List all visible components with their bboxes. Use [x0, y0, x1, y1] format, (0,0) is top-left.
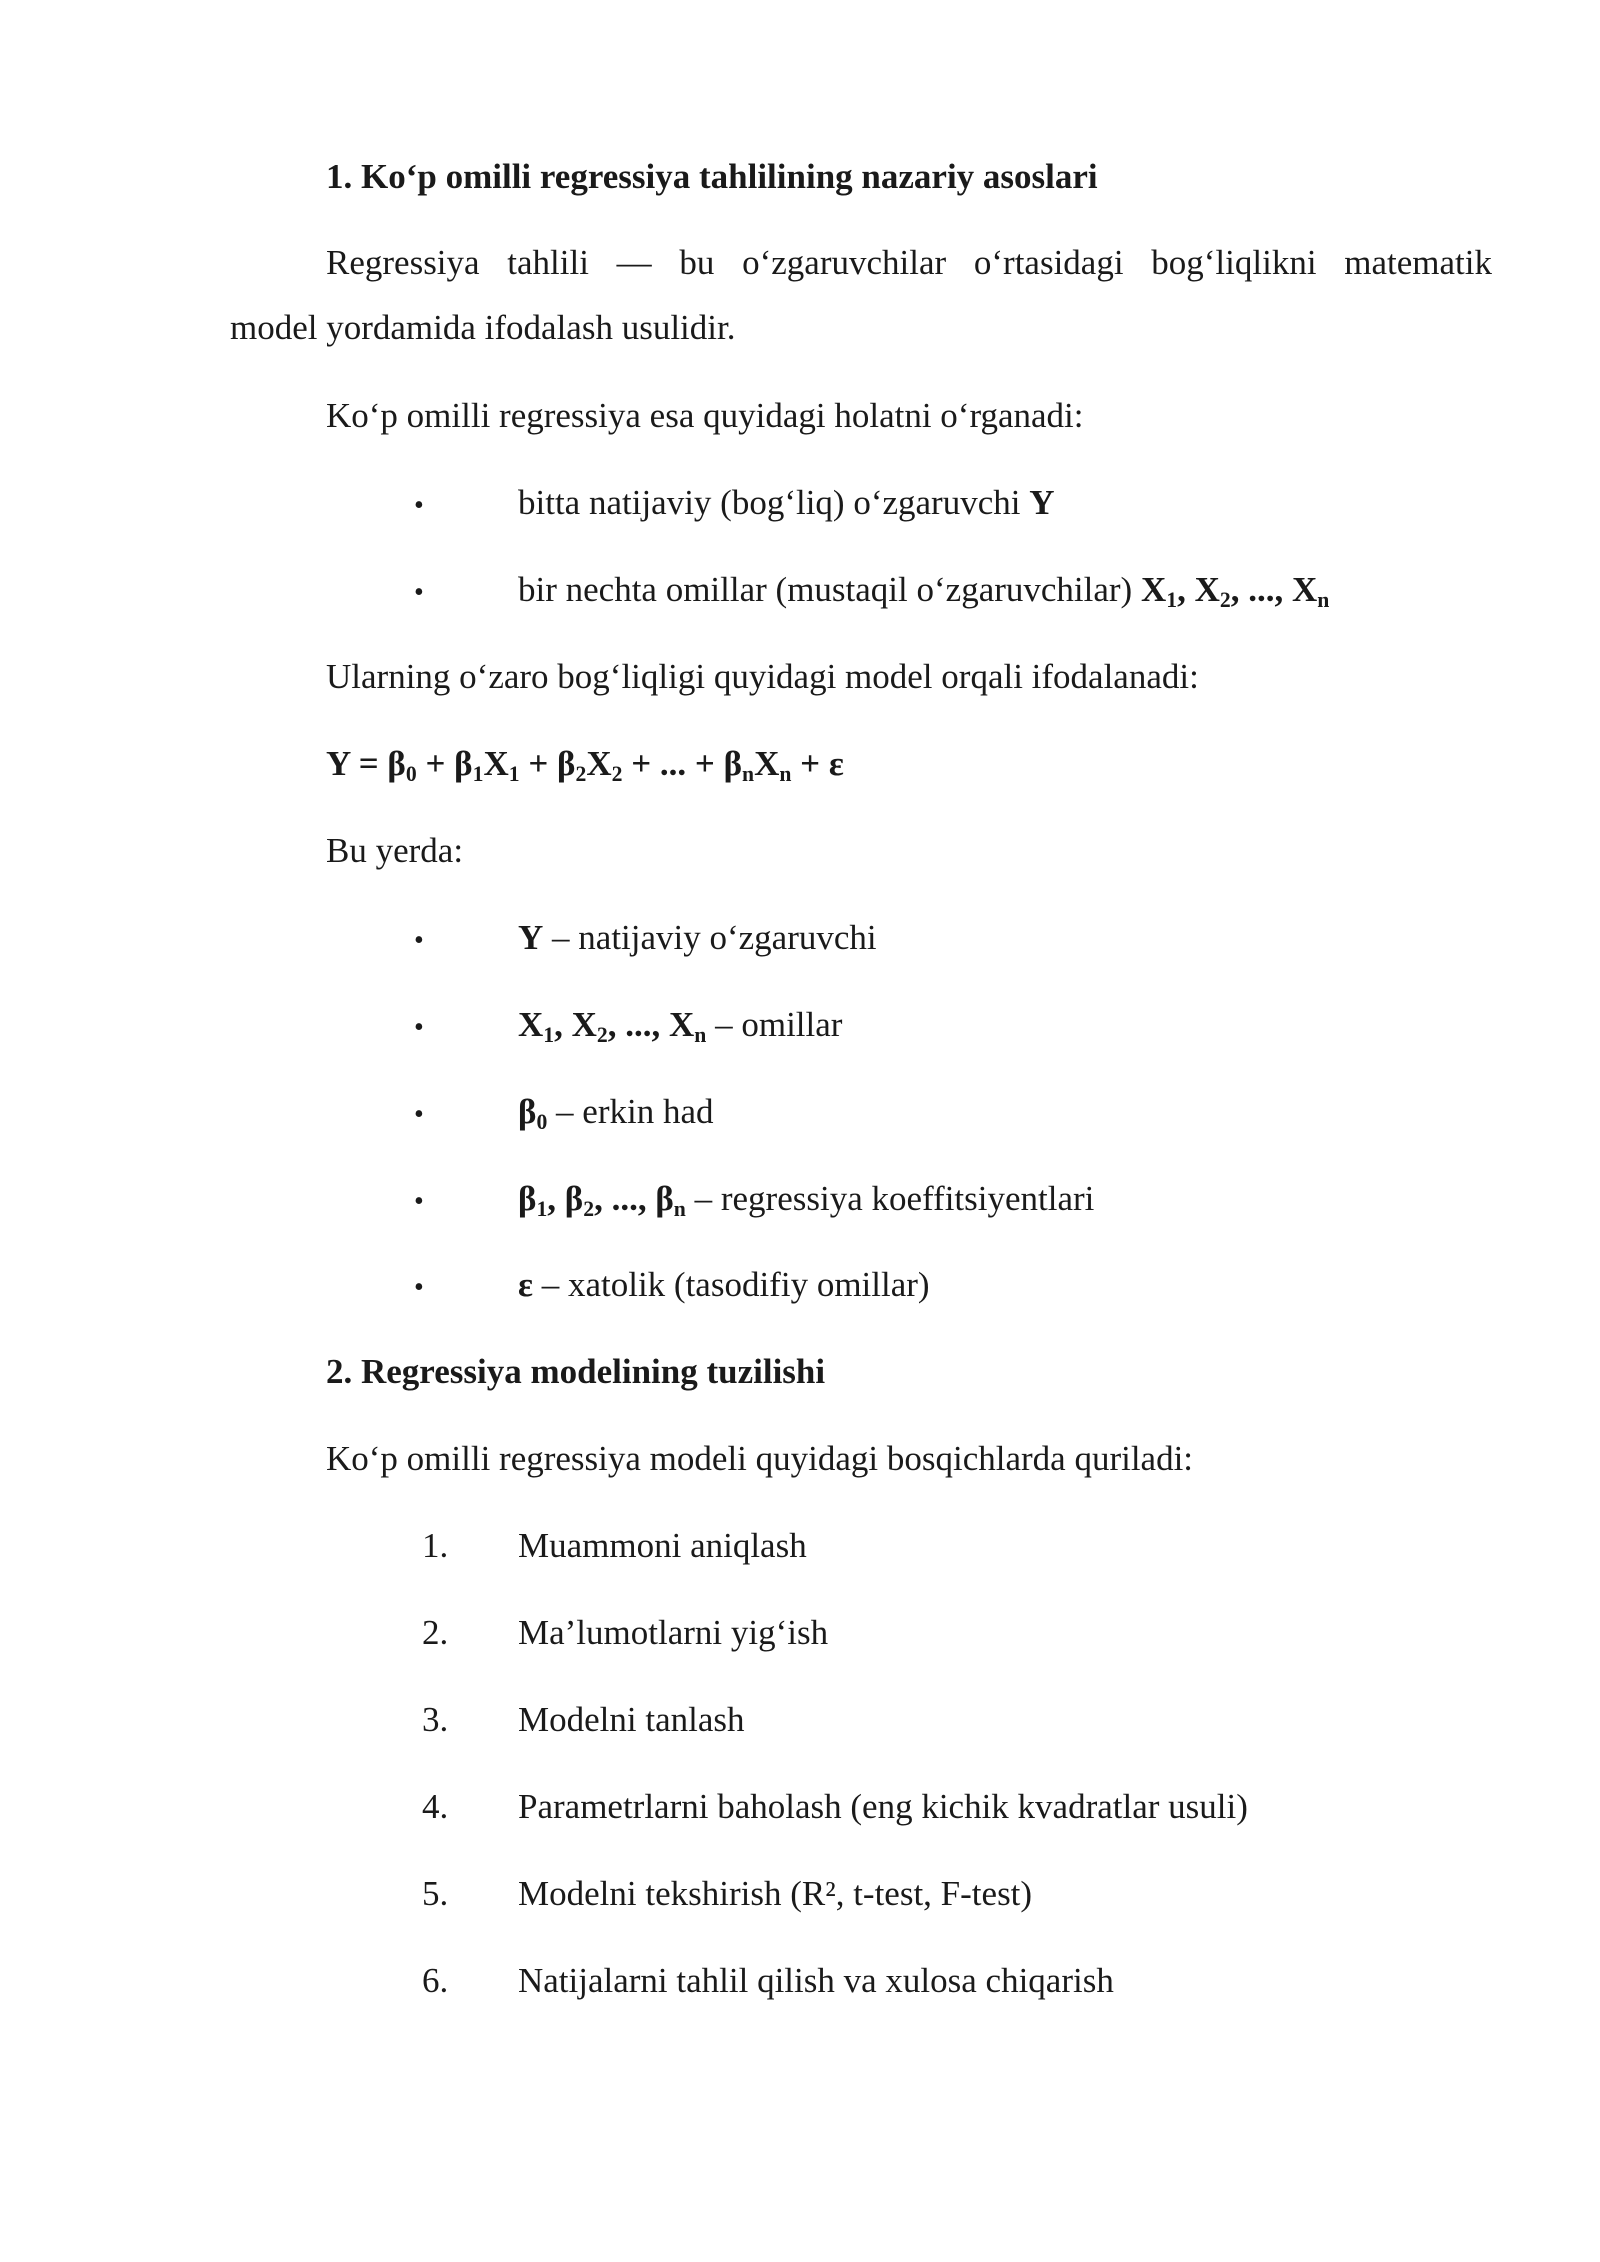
step-number: 1. [422, 1526, 449, 1565]
symbol-x-list: $X_1$, $X_2$, ..., $X_n$ [1140, 570, 1330, 613]
definition-text: – omillar [715, 1005, 843, 1044]
definition-text: – xatolik (tasodifiy omillar) [541, 1265, 930, 1304]
bullet-marker: • [414, 1012, 424, 1043]
bullet-text: bir nechta omillar (mustaqil o‘zgaruvchilar) [518, 570, 1141, 609]
definition-text: – erkin had [556, 1092, 714, 1131]
section-2-intro: Ko‘p omilli regressiya modeli quyidagi bosqichlarda quriladi: [326, 1439, 1194, 1478]
bullet-marker: • [414, 1099, 424, 1130]
bullet-marker: • [414, 577, 424, 608]
where-label: Bu yerda: [326, 831, 464, 870]
bullet-marker: • [414, 925, 424, 956]
bullet-item-dependent-variable [518, 481, 1055, 525]
intro-paragraph: Ko‘p omilli regressiya esa quyidagi holatni o‘rganadi: [326, 396, 1084, 435]
step-number: 5. [422, 1874, 449, 1913]
step-text: Parametrlarni baholash (eng kichik kvadratlar usuli) [518, 1787, 1248, 1826]
definition-text: – regressiya koeffitsiyentlari [694, 1179, 1095, 1218]
step-number: 2. [422, 1613, 449, 1652]
symbol-y: Y [1029, 483, 1055, 522]
step-text: Ma’lumotlarni yig‘ish [518, 1613, 829, 1652]
bullet-marker: • [414, 490, 424, 521]
step-text: Natijalarni tahlil qilish va xulosa chiqarish [518, 1961, 1114, 2000]
definition-text: – natijaviy o‘zgaruvchi [552, 918, 877, 957]
symbol-y: Y [518, 918, 544, 957]
symbol-x-list: $X_1$, $X_2$, ..., $X_n$ [518, 1005, 707, 1048]
bullet-item-factors [518, 568, 1329, 612]
bullet-text: bitta natijaviy (bog‘liq) o‘zgaruvchi [518, 483, 1030, 522]
section-1-heading: 1. Ko‘p omilli regressiya tahlilining nazariy asoslari [326, 157, 1098, 196]
paragraph-1-line-2: model yordamida ifodalash usulidir. [230, 308, 736, 347]
definition-x [518, 1003, 842, 1047]
step-text: Muammoni aniqlash [518, 1526, 807, 1565]
model-intro: Ularning o‘zaro bog‘liqligi quyidagi model orqali ifodalanadi: [326, 657, 1199, 696]
symbol-beta-list: $\beta_1$, $\beta_2$, ..., $\beta_n$ [518, 1179, 686, 1222]
step-number: 4. [422, 1787, 449, 1826]
bullet-marker: • [414, 1186, 424, 1217]
symbol-beta0: $\beta_0$ [518, 1092, 548, 1135]
step-text: Modelni tanlash [518, 1700, 745, 1739]
step-number: 3. [422, 1700, 449, 1739]
definition-beta0 [518, 1090, 714, 1134]
definition-epsilon [518, 1263, 930, 1307]
symbol-epsilon: ε [518, 1265, 533, 1304]
paragraph-1-line-1: Regressiya tahlili — bu o‘zgaruvchilar o‘rtasidagi bog‘liqlikni matematik [326, 243, 1492, 282]
section-2-heading: 2. Regressiya modelining tuzilishi [326, 1352, 826, 1391]
bullet-marker: • [414, 1272, 424, 1303]
definition-y [518, 916, 877, 960]
definition-betas [518, 1177, 1094, 1221]
step-number: 6. [422, 1961, 449, 2000]
regression-equation: $Y = \beta_0 + \beta_1X_1 + \beta_2X_2$ + ... + $\beta_nX_n + \varepsilon$ [326, 744, 844, 787]
step-text: Modelni tekshirish (R², t-test, F-test) [518, 1874, 1033, 1913]
